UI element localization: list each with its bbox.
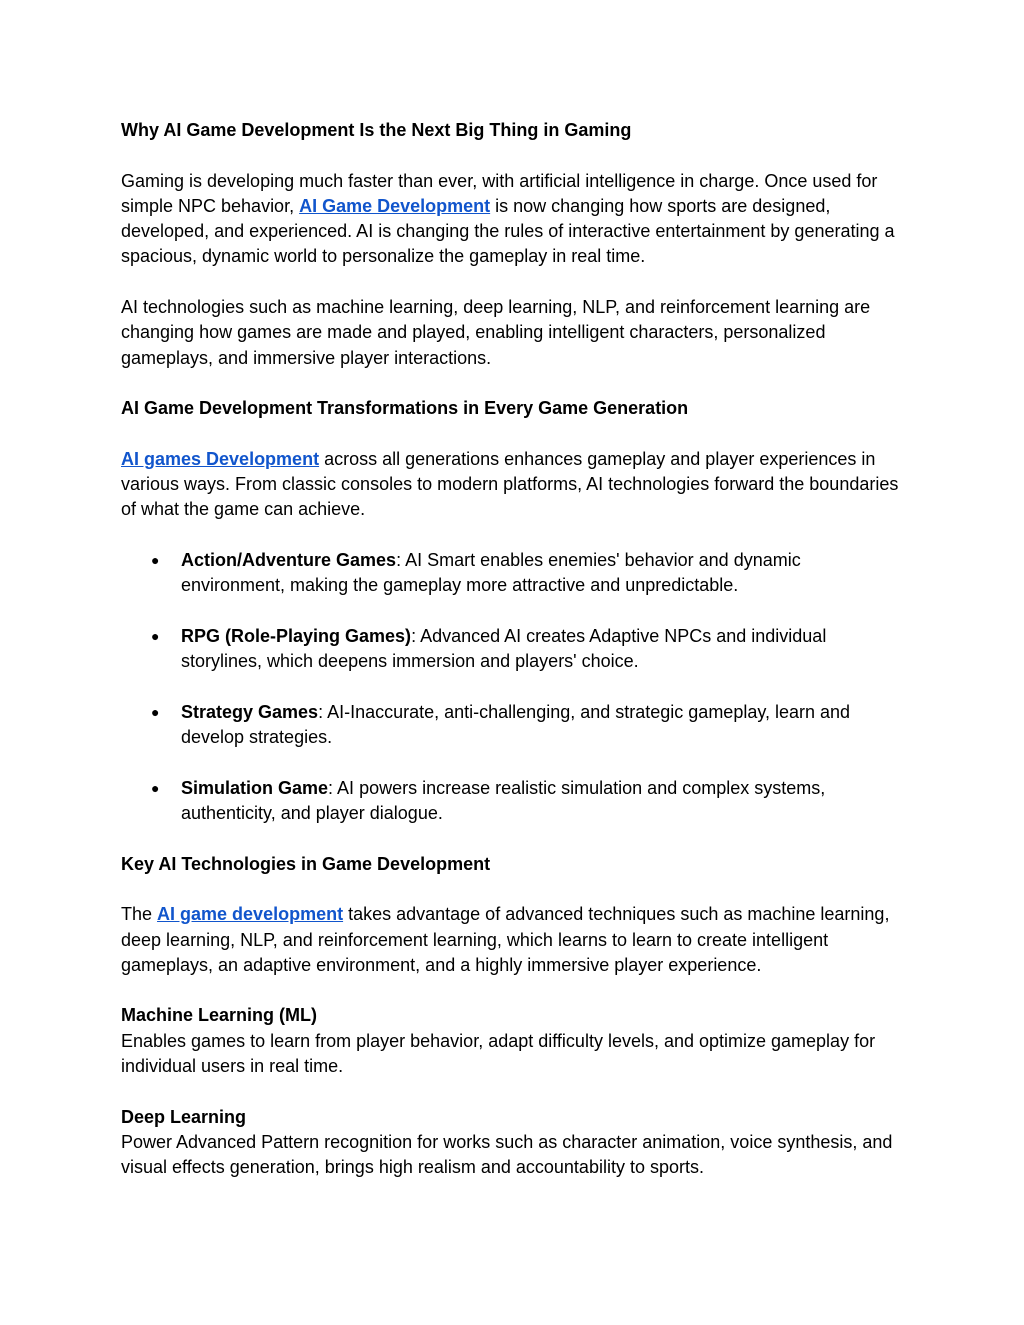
section2-text-before-link: The <box>121 904 158 925</box>
bullet-icon: ● <box>151 552 160 569</box>
section-heading-key-technologies: Key AI Technologies in Game Development <box>121 853 491 874</box>
intro-paragraph-1 <box>121 169 904 270</box>
intro-text-after-link: is now changing how sports are designed, developed, and experienced. AI is changing the rules of interactive entertainment by generating a spacious, dynamic world to personalize the gameplay in real time. <box>121 195 895 267</box>
ai-games-development-link[interactable]: AI games Development <box>121 448 320 469</box>
game-genre-list <box>121 548 904 826</box>
ml-paragraph: Enables games to learn from player behavior, adapt difficulty levels, and optimize gameplay for individual users in real time. <box>121 1030 876 1076</box>
list-item-text: : Advanced AI creates Adaptive NPCs and individual storylines, which deepens immersion and players' choice. <box>181 625 827 672</box>
section-heading-transformations: AI Game Development Transformations in Every Game Generation <box>121 398 689 419</box>
intro-text-before-link: Gaming is developing much faster than ever, with artificial intelligence in charge. Once used for simple NPC behavior, <box>121 170 878 216</box>
list-item-strategy <box>151 700 904 751</box>
section2-text-after-link: takes advantage of advanced techniques such as machine learning, deep learning, NLP, and reinforcement learning, which learns to learn to create intelligent gameplays, an adaptive environment, and a highly immersive player experience. <box>121 904 890 975</box>
bullet-icon: ● <box>151 627 160 644</box>
ai-game-development-link-2[interactable]: AI game development <box>157 904 344 925</box>
list-item-text: : AI-Inaccurate, anti-challenging, and strategic gameplay, learn and develop strategies. <box>181 701 851 748</box>
section1-paragraph <box>121 447 904 523</box>
list-item-simulation <box>151 776 904 827</box>
document-title: Why AI Game Development Is the Next Big Thing in Gaming <box>121 120 632 140</box>
ml-heading: Machine Learning (ML) <box>121 1005 318 1026</box>
list-item-text: : AI powers increase realistic simulation and complex systems, authenticity, and player dialogue. <box>181 777 826 824</box>
dl-paragraph: Power Advanced Pattern recognition for works such as character animation, voice synthesis, and visual effects generation, brings high realism and accountability to sports. <box>121 1131 893 1178</box>
bullet-icon: ● <box>151 779 160 796</box>
list-item-term: Action/Adventure Games <box>181 550 397 571</box>
list-item-term: Strategy Games <box>181 701 319 722</box>
list-item-text: : AI Smart enables enemies' behavior and dynamic environment, making the gameplay more attractive and unpredictable. <box>181 550 801 596</box>
section2-paragraph <box>121 902 904 978</box>
list-item-rpg <box>151 624 904 675</box>
ai-game-development-link[interactable]: AI Game Development <box>299 195 491 216</box>
section1-text: across all generations enhances gameplay and player experiences in various ways. From classic consoles to modern platforms, AI technologies forward the boundaries of what the game can achieve. <box>121 448 899 520</box>
bullet-icon: ● <box>151 703 160 720</box>
list-item-term: RPG (Role-Playing Games) <box>181 625 412 646</box>
document-body <box>121 118 904 1180</box>
list-item-action-adventure <box>151 548 904 599</box>
list-item-term: Simulation Game <box>181 777 329 798</box>
dl-heading: Deep Learning <box>121 1106 247 1127</box>
intro-paragraph-2: AI technologies such as machine learning, deep learning, NLP, and reinforcement learning are changing how games are made and played, enabling intelligent characters, personalized gameplays, and immersive player interactions. <box>121 297 871 368</box>
